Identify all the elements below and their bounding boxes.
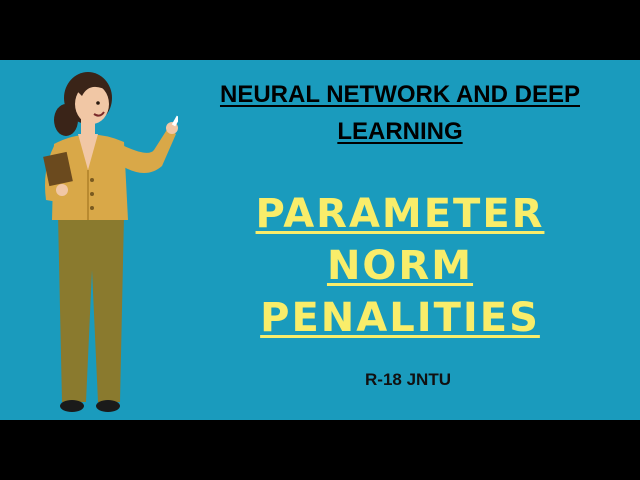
teacher-trousers <box>58 215 124 402</box>
teacher-eye <box>96 101 100 105</box>
cardigan-button <box>90 178 94 182</box>
topic-line-parameter: PARAMETER <box>255 191 545 237</box>
teacher-left-hand <box>56 184 68 196</box>
teacher-shoe-left <box>60 400 84 412</box>
topic-line-norm: NORM <box>326 243 474 289</box>
topic-line-penalities: PENALITIES <box>260 295 540 341</box>
regulation-label: R-18 JNTU <box>365 370 451 389</box>
cardigan-button <box>90 192 94 196</box>
cardigan-button <box>90 206 94 210</box>
teacher-shoe-right <box>96 400 120 412</box>
slide-panel <box>0 60 640 420</box>
course-title: NEURAL NETWORK AND DEEP LEARNING <box>219 81 580 145</box>
